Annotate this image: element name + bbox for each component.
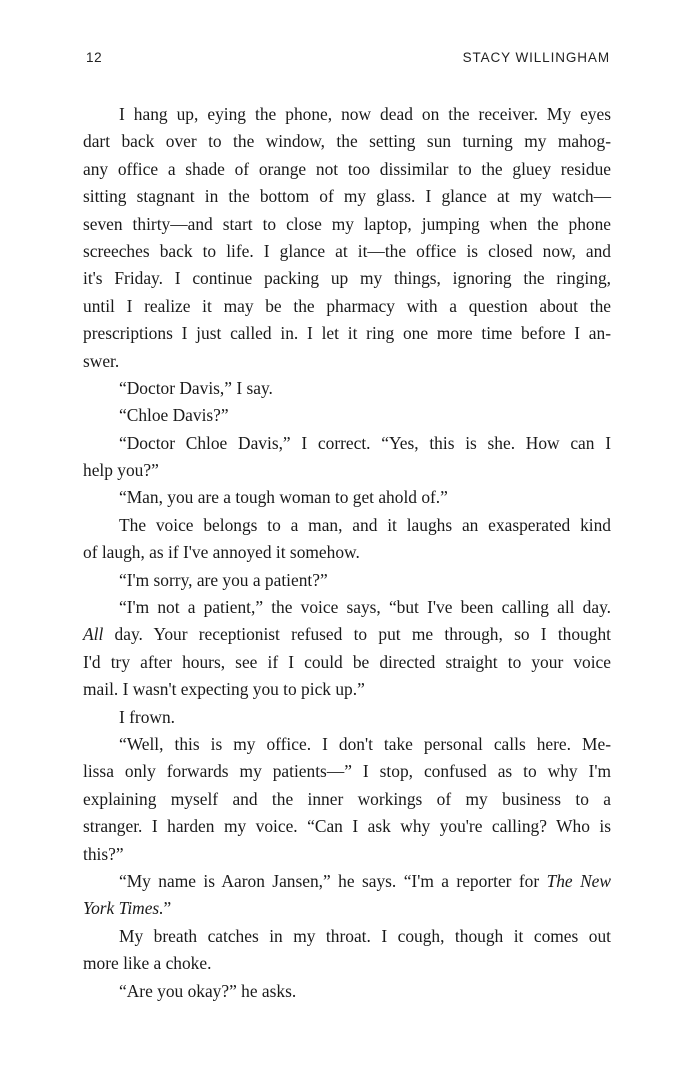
text-line [83, 923, 611, 950]
text-line [83, 457, 611, 484]
text-run: ” [163, 898, 172, 919]
text-run: help you?” [83, 460, 159, 481]
body-text [83, 101, 611, 1005]
text-line [83, 978, 611, 1005]
italic-run: York Times. [83, 898, 164, 919]
text-run: explaining myself and the inner workings of my business to a [83, 788, 611, 809]
text-line [83, 868, 611, 895]
text-line [83, 813, 611, 840]
italic-run: All [83, 624, 104, 645]
text-line [83, 156, 611, 183]
text-run: My breath catches in my throat. I cough, though it comes out [119, 925, 611, 946]
text-line [83, 320, 611, 347]
text-run: “Well, this is my office. I don't take personal calls here. Me- [119, 733, 611, 754]
text-line [83, 731, 611, 758]
text-line [83, 265, 611, 292]
text-run: “Doctor Chloe Davis,” I correct. “Yes, this is she. How can I [119, 432, 611, 453]
text-line [83, 539, 611, 566]
text-run: sitting stagnant in the bottom of my glass. I glance at my watch— [83, 186, 611, 207]
text-line [83, 375, 611, 402]
text-line [83, 758, 611, 785]
text-run: swer. [83, 350, 120, 371]
running-head: STACY WILLINGHAM [462, 50, 610, 65]
text-run: “My name is Aaron Jansen,” he says. “I'm a reporter for [119, 870, 547, 891]
text-run: screeches back to life. I glance at it—the office is closed now, and [83, 240, 611, 261]
text-run: more like a choke. [83, 953, 212, 974]
text-line [83, 704, 611, 731]
text-run: lissa only forwards my patients—” I stop, confused as to why I'm [83, 761, 611, 782]
text-line [83, 512, 611, 539]
text-line [83, 238, 611, 265]
text-line [83, 786, 611, 813]
page-number: 12 [86, 50, 103, 65]
text-line [83, 211, 611, 238]
text-run: day. Your receptionist refused to put me through, so I thought [103, 624, 611, 645]
text-run: prescriptions I just called in. I let it ring one more time before I an- [83, 323, 611, 344]
text-run: I'd try after hours, see if I could be directed straight to your voice [83, 651, 611, 672]
text-run: “I'm not a patient,” the voice says, “but I've been calling all day. [119, 597, 611, 618]
text-run: The voice belongs to a man, and it laughs an exasperated kind [119, 514, 611, 535]
text-run: any office a shade of orange not too dissimilar to the gluey residue [83, 158, 611, 179]
text-run: “Man, you are a tough woman to get ahold of.” [119, 487, 448, 508]
text-run: until I realize it may be the pharmacy with a question about the [83, 295, 611, 316]
text-line [83, 594, 611, 621]
text-run: “Chloe Davis?” [119, 405, 229, 426]
text-run: it's Friday. I continue packing up my things, ignoring the ringing, [83, 268, 611, 289]
text-line [83, 293, 611, 320]
text-run: dart back over to the window, the setting sun turning my mahog- [83, 131, 611, 152]
text-line [83, 430, 611, 457]
text-run: seven thirty—and start to close my laptop, jumping when the phone [83, 213, 611, 234]
text-line [83, 402, 611, 429]
text-run: “I'm sorry, are you a patient?” [119, 569, 328, 590]
text-run: “Doctor Davis,” I say. [119, 377, 273, 398]
text-line [83, 676, 611, 703]
text-run: this?” [83, 843, 124, 864]
text-line [83, 621, 611, 648]
text-line [83, 128, 611, 155]
text-line [83, 649, 611, 676]
text-line [83, 183, 611, 210]
text-run: I hang up, eying the phone, now dead on the receiver. My eyes [119, 104, 611, 124]
text-line [83, 950, 611, 977]
text-line [83, 567, 611, 594]
text-line [83, 841, 611, 868]
text-run: “Are you okay?” he asks. [119, 980, 297, 1001]
text-run: I frown. [119, 706, 176, 727]
text-line [83, 484, 611, 511]
italic-run: The New [546, 870, 611, 891]
text-line [83, 895, 611, 922]
text-run: mail. I wasn't expecting you to pick up.” [83, 679, 365, 700]
text-run: stranger. I harden my voice. “Can I ask why you're calling? Who is [83, 816, 611, 837]
text-line [83, 101, 611, 128]
text-run: of laugh, as if I've annoyed it somehow. [83, 542, 360, 563]
text-line [83, 348, 611, 375]
